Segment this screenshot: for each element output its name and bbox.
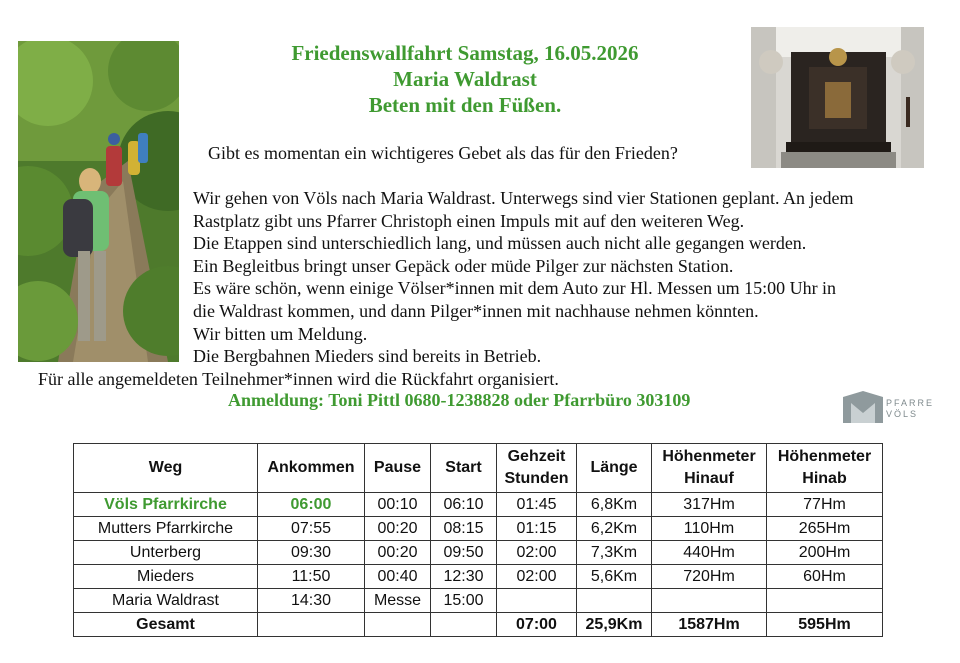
logo-line-2: VÖLS <box>886 409 919 419</box>
cell: 6,2Km <box>577 517 652 541</box>
cell <box>767 589 883 613</box>
cell <box>431 613 497 637</box>
logo-text <box>886 398 934 420</box>
cell <box>258 613 365 637</box>
cell: 06:00 <box>258 493 365 517</box>
cell: 25,9Km <box>577 613 652 637</box>
church-altar-photo <box>751 27 924 168</box>
cell: 720Hm <box>652 565 767 589</box>
cell: 77Hm <box>767 493 883 517</box>
cell: Gesamt <box>74 613 258 637</box>
table-header-row <box>74 444 883 493</box>
cell: 317Hm <box>652 493 767 517</box>
col-header-hoehenmeter-hinauf: Höhenmeter Hinauf <box>652 444 767 493</box>
cell: 200Hm <box>767 541 883 565</box>
cell: 09:30 <box>258 541 365 565</box>
table-row <box>74 541 883 565</box>
body-line: Ein Begleitbus bringt unser Gepäck oder müde Pilger zur nächsten Station. <box>193 255 734 276</box>
col-header-start: Start <box>431 444 497 493</box>
cell: 01:15 <box>497 517 577 541</box>
registration-contact: Anmeldung: Toni Pittl 0680-1238828 oder Pfarrbüro 303109 <box>228 390 691 410</box>
title-line-2: Maria Waldrast <box>393 67 537 91</box>
col-header-hoehenmeter-hinab: Höhenmeter Hinab <box>767 444 883 493</box>
logo-mark-icon <box>843 391 883 423</box>
cell: 02:00 <box>497 565 577 589</box>
table-total-row <box>74 613 883 637</box>
cell: Mieders <box>74 565 258 589</box>
intro-question: Gibt es momentan ein wichtigeres Gebet als das für den Frieden? <box>208 143 678 163</box>
cell: 110Hm <box>652 517 767 541</box>
cell: 6,8Km <box>577 493 652 517</box>
cell: 00:20 <box>365 517 431 541</box>
body-line: Die Etappen sind unterschiedlich lang, und müssen auch nicht alle gegangen werden. <box>193 233 807 254</box>
body-line: Die Bergbahnen Mieders sind bereits in Betrieb. <box>193 346 542 367</box>
cell: 01:45 <box>497 493 577 517</box>
return-trip-note: Für alle angemeldeten Teilnehmer*innen wird die Rückfahrt organisiert. <box>38 369 559 389</box>
body-line: Wir bitten um Meldung. <box>193 323 368 344</box>
col-header-weg: Weg <box>74 444 258 493</box>
body-line: Rastplatz gibt uns Pfarrer Christoph einen Impuls mit auf den weiteren Weg. <box>193 210 745 231</box>
cell: 09:50 <box>431 541 497 565</box>
body-line: Es wäre schön, wenn einige Völser*innen mit dem Auto zur Hl. Messen um 15:00 Uhr in <box>193 278 837 299</box>
cell: 15:00 <box>431 589 497 613</box>
cell: 08:15 <box>431 517 497 541</box>
cell: 12:30 <box>431 565 497 589</box>
cell: Messe <box>365 589 431 613</box>
title-line-1: Friedenswallfahrt Samstag, 16.05.2026 <box>291 41 639 65</box>
cell: 14:30 <box>258 589 365 613</box>
table-row <box>74 517 883 541</box>
cell: 265Hm <box>767 517 883 541</box>
hikers-photo <box>18 41 179 362</box>
cell: 07:55 <box>258 517 365 541</box>
cell: 00:10 <box>365 493 431 517</box>
cell: Maria Waldrast <box>74 589 258 613</box>
col-header-gehzeit: Gehzeit Stunden <box>497 444 577 493</box>
cell: 00:20 <box>365 541 431 565</box>
event-title <box>180 40 750 118</box>
body-line: die Waldrast kommen, und dann Pilger*innen mit nachhause nehmen könnten. <box>193 300 759 321</box>
cell <box>577 589 652 613</box>
cell: 1587Hm <box>652 613 767 637</box>
cell <box>365 613 431 637</box>
col-header-pause: Pause <box>365 444 431 493</box>
cell <box>652 589 767 613</box>
logo-line-1: PFARRE <box>886 398 935 408</box>
cell: 60Hm <box>767 565 883 589</box>
cell: Mutters Pfarrkirche <box>74 517 258 541</box>
pfarre-voels-logo <box>843 391 938 423</box>
table-row <box>74 589 883 613</box>
table-row <box>74 565 883 589</box>
cell: 00:40 <box>365 565 431 589</box>
body-line: Wir gehen von Völs nach Maria Waldrast. Unterwegs sind vier Stationen geplant. An jedem <box>193 188 854 208</box>
route-schedule-table <box>73 443 883 637</box>
col-header-laenge: Länge <box>577 444 652 493</box>
cell <box>497 589 577 613</box>
cell: 02:00 <box>497 541 577 565</box>
cell: 11:50 <box>258 565 365 589</box>
cell: Völs Pfarrkirche <box>74 493 258 517</box>
description-text <box>193 187 933 368</box>
table-row <box>74 493 883 517</box>
cell: 5,6Km <box>577 565 652 589</box>
cell: 06:10 <box>431 493 497 517</box>
cell: 440Hm <box>652 541 767 565</box>
col-header-ankommen: Ankommen <box>258 444 365 493</box>
cell: Unterberg <box>74 541 258 565</box>
title-line-3: Beten mit den Füßen. <box>368 93 562 117</box>
cell: 07:00 <box>497 613 577 637</box>
cell: 595Hm <box>767 613 883 637</box>
cell: 7,3Km <box>577 541 652 565</box>
